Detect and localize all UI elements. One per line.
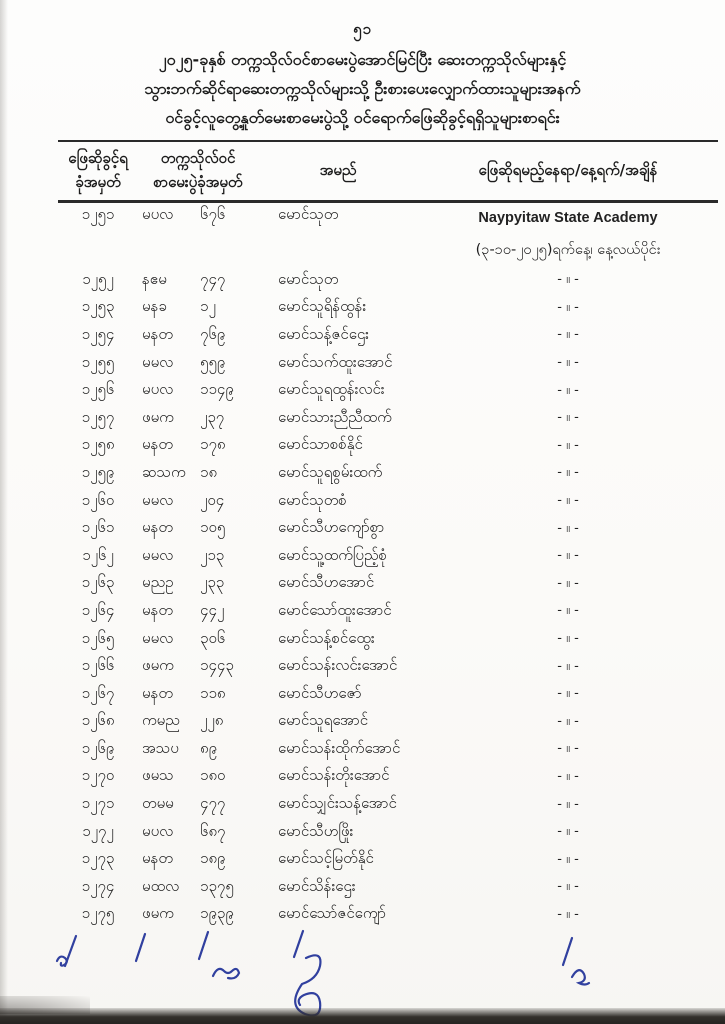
cell-exam-center-code: မနတ: [142, 849, 173, 868]
venue-date-time: (၃-၁၀-၂၀၂၅)ရက်နေ့၊ နေ့လယ်ပိုင်း: [475, 242, 661, 258]
signature-tick-number-column: [199, 932, 239, 978]
ditto-mark: - ။ -: [557, 906, 579, 922]
cell-venue: [463, 492, 673, 511]
cell-name: မောင်သန့်စင်ထွေး: [278, 628, 375, 647]
table-row: [58, 405, 718, 433]
cell-name: မောင်သားညီညီထက်: [278, 407, 392, 426]
ditto-mark: - ။ -: [557, 355, 579, 371]
cell-exam-number: ၈၉: [200, 738, 218, 757]
table-header-row: [58, 140, 718, 203]
cell-roll-number: ၁၂၅၃: [81, 297, 115, 316]
cell-roll-number: ၁၂၆၃: [81, 573, 115, 592]
cell-roll-number: ၁၂၇၅: [81, 904, 115, 923]
cell-exam-center-code: ကမည: [142, 711, 180, 730]
table-row: [58, 350, 718, 378]
venue-name: Naypyitaw State Academy: [478, 210, 658, 226]
cell-exam-number: ၁၄၄၃: [200, 656, 234, 675]
cell-roll-number: ၁၂၆၀: [81, 490, 115, 509]
cell-name: မောင်သန်းတိုးအောင်: [278, 766, 390, 785]
cell-roll-number: ၁၂၅၂: [82, 269, 114, 288]
results-table: [58, 140, 718, 929]
table-row: [58, 764, 718, 792]
table-row: [58, 295, 718, 323]
cell-roll-number: ၁၂၇၄: [81, 876, 115, 895]
cell-exam-center-code: မမလ: [142, 490, 174, 509]
cell-exam-number: ၂၃၇: [200, 407, 225, 426]
signature-tick-roll-column: [57, 936, 76, 966]
cell-name: မောင်သူရစွမ်းထက်: [278, 462, 383, 481]
cell-exam-center-code: ဆသက: [142, 462, 186, 481]
cell-exam-center-code: ဖမက: [142, 407, 174, 426]
cell-venue: [463, 354, 673, 373]
cell-venue: [463, 658, 673, 677]
table-row: [58, 433, 718, 461]
cell-name: မောင်သော်ထူးအောင်: [278, 600, 392, 619]
ditto-mark: - ။ -: [557, 410, 579, 426]
cell-venue: [463, 409, 673, 428]
cell-venue: [463, 602, 673, 621]
cell-exam-number: ၁၈: [200, 462, 218, 481]
cell-venue: [463, 271, 673, 290]
cell-roll-number: ၁၂၅၄: [81, 324, 115, 343]
signature-tick-venue-column: [563, 938, 589, 985]
cell-roll-number: ၁၂၆၉: [81, 738, 115, 757]
cell-exam-number: ၂၀၄: [200, 490, 225, 509]
cell-name: မောင်သူရအောင်: [278, 711, 369, 730]
table-row: [58, 543, 718, 571]
table-row: [58, 791, 718, 819]
cell-roll-number: ၁၂၇၂: [82, 821, 114, 840]
document-title: [0, 45, 725, 132]
cell-name: မောင်သီဟဇော်: [278, 683, 362, 702]
cell-name: မောင်သူရထွန်းလင်း: [278, 380, 385, 399]
cell-exam-center-code: မနတ: [142, 683, 173, 702]
cell-name: မောင်သာစစ်နိုင်: [278, 435, 363, 454]
table-row: [58, 626, 718, 654]
scan-edge-bottom: [0, 1008, 725, 1024]
cell-roll-number: ၁၂၆၂: [82, 545, 114, 564]
cell-exam-number: ၆၈၇: [200, 821, 226, 840]
ditto-mark: - ။ -: [557, 768, 579, 784]
cell-roll-number: ၁၂၅၉: [81, 462, 115, 481]
cell-roll-number: ၁၂၇၀: [81, 766, 115, 785]
cell-venue: [463, 326, 673, 345]
cell-name: မောင်သူရိန်ထွန်း: [278, 297, 367, 316]
cell-venue: [463, 823, 673, 842]
cell-roll-number: ၁၂၆၆: [81, 656, 115, 675]
ditto-mark: - ။ -: [557, 603, 579, 619]
ditto-mark: - ။ -: [557, 879, 579, 895]
cell-roll-number: ၁၂၇၁: [81, 794, 115, 813]
table-row: [58, 571, 718, 599]
ditto-mark: - ။ -: [557, 520, 579, 536]
cell-venue: [463, 768, 673, 787]
cell-roll-number: ၁၂၆၄: [81, 600, 115, 619]
table-row: [58, 322, 718, 350]
cell-roll-number: ၁၂၅၇: [81, 407, 115, 426]
cell-exam-center-code: မနတ: [142, 600, 173, 619]
cell-exam-number: ၁၇၈: [200, 435, 226, 454]
table-row: [58, 203, 718, 267]
cell-venue: [463, 464, 673, 483]
cell-venue: [463, 575, 673, 594]
cell-exam-number: ၂၃၃: [200, 573, 225, 592]
table-row: [58, 377, 718, 405]
cell-roll-number: ၁၂၆၇: [81, 683, 115, 702]
table-row: [58, 902, 718, 930]
cell-exam-center-code: မမလ: [142, 545, 174, 564]
ditto-mark: - ။ -: [557, 713, 579, 729]
header-matric-roll-number: တက္ကသိုလ်ဝင် စာမေးပွဲခုံအမှတ်: [153, 149, 243, 191]
cell-venue: [463, 851, 673, 870]
ditto-mark: - ။ -: [557, 796, 579, 812]
cell-exam-number: ၁၁၈: [200, 683, 226, 702]
cell-exam-number: ၅၅၉: [200, 352, 226, 371]
ditto-mark: - ။ -: [557, 272, 579, 288]
table-row: [58, 819, 718, 847]
cell-name: မောင်သက်ထူးအောင်: [278, 352, 393, 371]
cell-exam-number: ၁၉၃၉: [200, 904, 234, 923]
cell-exam-center-code: မနတ: [142, 324, 173, 343]
header-venue-date-time: ဖြေဆိုရမည့်နေရာ/နေ့ရက်/အချိန်: [478, 161, 658, 179]
cell-roll-number: ၁၂၆၅: [81, 628, 115, 647]
title-line-2: သွားဘက်ဆိုင်ရာဆေးတက္ကသိုလ်များသို့ ဦးစားပေးလျှောက်ထားသူများအနက်: [144, 79, 581, 98]
cell-venue: [463, 796, 673, 815]
cell-venue: [463, 382, 673, 401]
cell-name: မောင်သုတ: [278, 269, 339, 288]
title-line-1: ၂၀၂၅-ခုနှစ် တက္ကသိုလ်ဝင်စာမေးပွဲအောင်မြင်ပြီး ဆေးတက္ကသိုလ်များနှင့်: [158, 50, 567, 69]
ditto-mark: - ။ -: [557, 327, 579, 343]
cell-roll-number: ၁၂၆၁: [81, 518, 115, 537]
cell-venue: [463, 299, 673, 318]
cell-exam-center-code: ဖမက: [142, 656, 174, 675]
table-row: [58, 267, 718, 295]
signature-tick-code-column: [136, 934, 145, 961]
scan-edge-left: [0, 0, 8, 1024]
cell-venue: [463, 878, 673, 897]
title-line-3: ဝင်ခွင့်လူတွေ့နှုတ်မေးစာမေးပွဲသို့ ဝင်ရောက်ဖြေဆိုခွင့်ရရှိသူများစာရင်း: [165, 108, 560, 127]
cell-exam-number: ၁၀၅: [200, 518, 226, 537]
table-row: [58, 681, 718, 709]
cell-roll-number: ၁၂၅၈: [81, 435, 115, 454]
cell-exam-number: ၁၈၀: [200, 766, 226, 785]
table-row: [58, 736, 718, 764]
cell-venue: [463, 685, 673, 704]
cell-name: မောင်သော်ဇင်ကျော်: [278, 904, 387, 923]
cell-exam-center-code: တမမ: [142, 794, 174, 813]
table-row: [58, 874, 718, 902]
ditto-mark: - ။ -: [557, 631, 579, 647]
cell-exam-center-code: နဧမ: [142, 269, 167, 288]
table-row: [58, 598, 718, 626]
cell-exam-center-code: မနခ: [142, 297, 167, 316]
cell-exam-number: ၂၂၈: [200, 711, 224, 730]
cell-exam-center-code: မပလ: [142, 821, 174, 840]
cell-exam-number: ၁၁၄၉: [200, 380, 234, 399]
cell-venue: [463, 906, 673, 925]
cell-exam-number: ၃၀၆: [200, 628, 226, 647]
cell-exam-center-code: ဖမသ: [142, 766, 174, 785]
cell-name: မောင်သျှင်းသန့်အောင်: [278, 794, 397, 813]
page-number: ၅၁: [353, 20, 372, 38]
cell-venue: [463, 547, 673, 566]
ditto-mark: - ။ -: [557, 299, 579, 315]
cell-venue: [463, 437, 673, 456]
cell-name: မောင်သီဟဖြိုး: [278, 821, 354, 840]
cell-exam-number: ၁၃၇၅: [200, 876, 234, 895]
ditto-mark: - ။ -: [557, 493, 579, 509]
ditto-mark: - ။ -: [557, 382, 579, 398]
cell-exam-number: ၄၇၇: [200, 794, 226, 813]
cell-name: မောင်သီဟအောင်: [278, 573, 375, 592]
cell-roll-number: ၁၂၅၆: [81, 380, 115, 399]
signature-tick-name-column: [294, 931, 320, 1016]
cell-exam-center-code: မနတ: [142, 518, 173, 537]
cell-exam-number: ၆၇၆: [200, 205, 226, 223]
table-row: [58, 488, 718, 516]
ditto-mark: - ။ -: [557, 686, 579, 702]
cell-exam-center-code: မနတ: [142, 435, 173, 454]
table-row: [58, 653, 718, 681]
cell-venue: [463, 713, 673, 732]
ditto-mark: - ။ -: [557, 824, 579, 840]
table-row: [58, 846, 718, 874]
cell-name: မောင်သီဟကျော်စွာ: [278, 518, 385, 537]
cell-exam-number: ၁၈၉: [200, 849, 226, 868]
header-roll-number: ဖြေဆိုခွင့်ရ ခုံအမှတ်: [68, 149, 128, 191]
table-row: [58, 460, 718, 488]
ditto-mark: - ။ -: [557, 437, 579, 453]
cell-exam-center-code: မပလ: [142, 380, 174, 399]
cell-roll-number: ၁၂၅၅: [81, 352, 115, 371]
cell-exam-number: ၁၂: [200, 297, 216, 316]
table-row: [58, 515, 718, 543]
cell-exam-center-code: ဖမက: [142, 904, 174, 923]
cell-name: မောင်သုတ: [278, 205, 339, 223]
cell-exam-number: ၇၆၉: [200, 324, 226, 343]
cell-venue: [463, 740, 673, 759]
cell-exam-center-code: မမလ: [142, 352, 174, 371]
cell-exam-center-code: မပလ: [142, 205, 174, 223]
cell-exam-center-code: မမလ: [142, 628, 174, 647]
cell-roll-number: ၁၂၇၃: [81, 849, 115, 868]
cell-exam-number: ၄၄၂: [200, 600, 225, 619]
cell-roll-number: ၁၂၅၁: [81, 205, 115, 223]
ditto-mark: - ။ -: [557, 658, 579, 674]
cell-name: မောင်သန်းလင်းအောင်: [278, 656, 398, 675]
ditto-mark: - ။ -: [557, 851, 579, 867]
cell-venue: [463, 520, 673, 539]
cell-name: မောင်သုတစံ: [278, 490, 347, 509]
cell-name: မောင်သိန်းဌေး: [278, 876, 356, 895]
cell-venue: [463, 205, 673, 261]
cell-exam-center-code: အသပ: [142, 738, 179, 757]
cell-name: မောင်သန့်ဇင်ဌေး: [278, 324, 369, 343]
table-row: [58, 709, 718, 737]
ditto-mark: - ။ -: [557, 548, 579, 564]
ditto-mark: - ။ -: [557, 465, 579, 481]
cell-name: မောင်သူ့ထက်ပြည့်စုံ: [278, 545, 387, 564]
table-body: [58, 203, 718, 929]
ditto-mark: - ။ -: [557, 741, 579, 757]
cell-roll-number: ၁၂၆၈: [81, 711, 115, 730]
cell-exam-number: ၇၄၇: [200, 269, 226, 288]
cell-venue: [463, 630, 673, 649]
cell-exam-center-code: မထလ: [142, 876, 180, 895]
header-name: အမည်: [319, 161, 357, 179]
cell-exam-number: ၂၁၃: [200, 545, 225, 564]
cell-name: မောင်သင့်မြတ်နိုင်: [278, 849, 374, 868]
cell-name: မောင်သန်းထိုက်အောင်: [278, 738, 401, 757]
cell-exam-center-code: မညဥ: [142, 573, 174, 592]
ditto-mark: - ။ -: [557, 575, 579, 591]
